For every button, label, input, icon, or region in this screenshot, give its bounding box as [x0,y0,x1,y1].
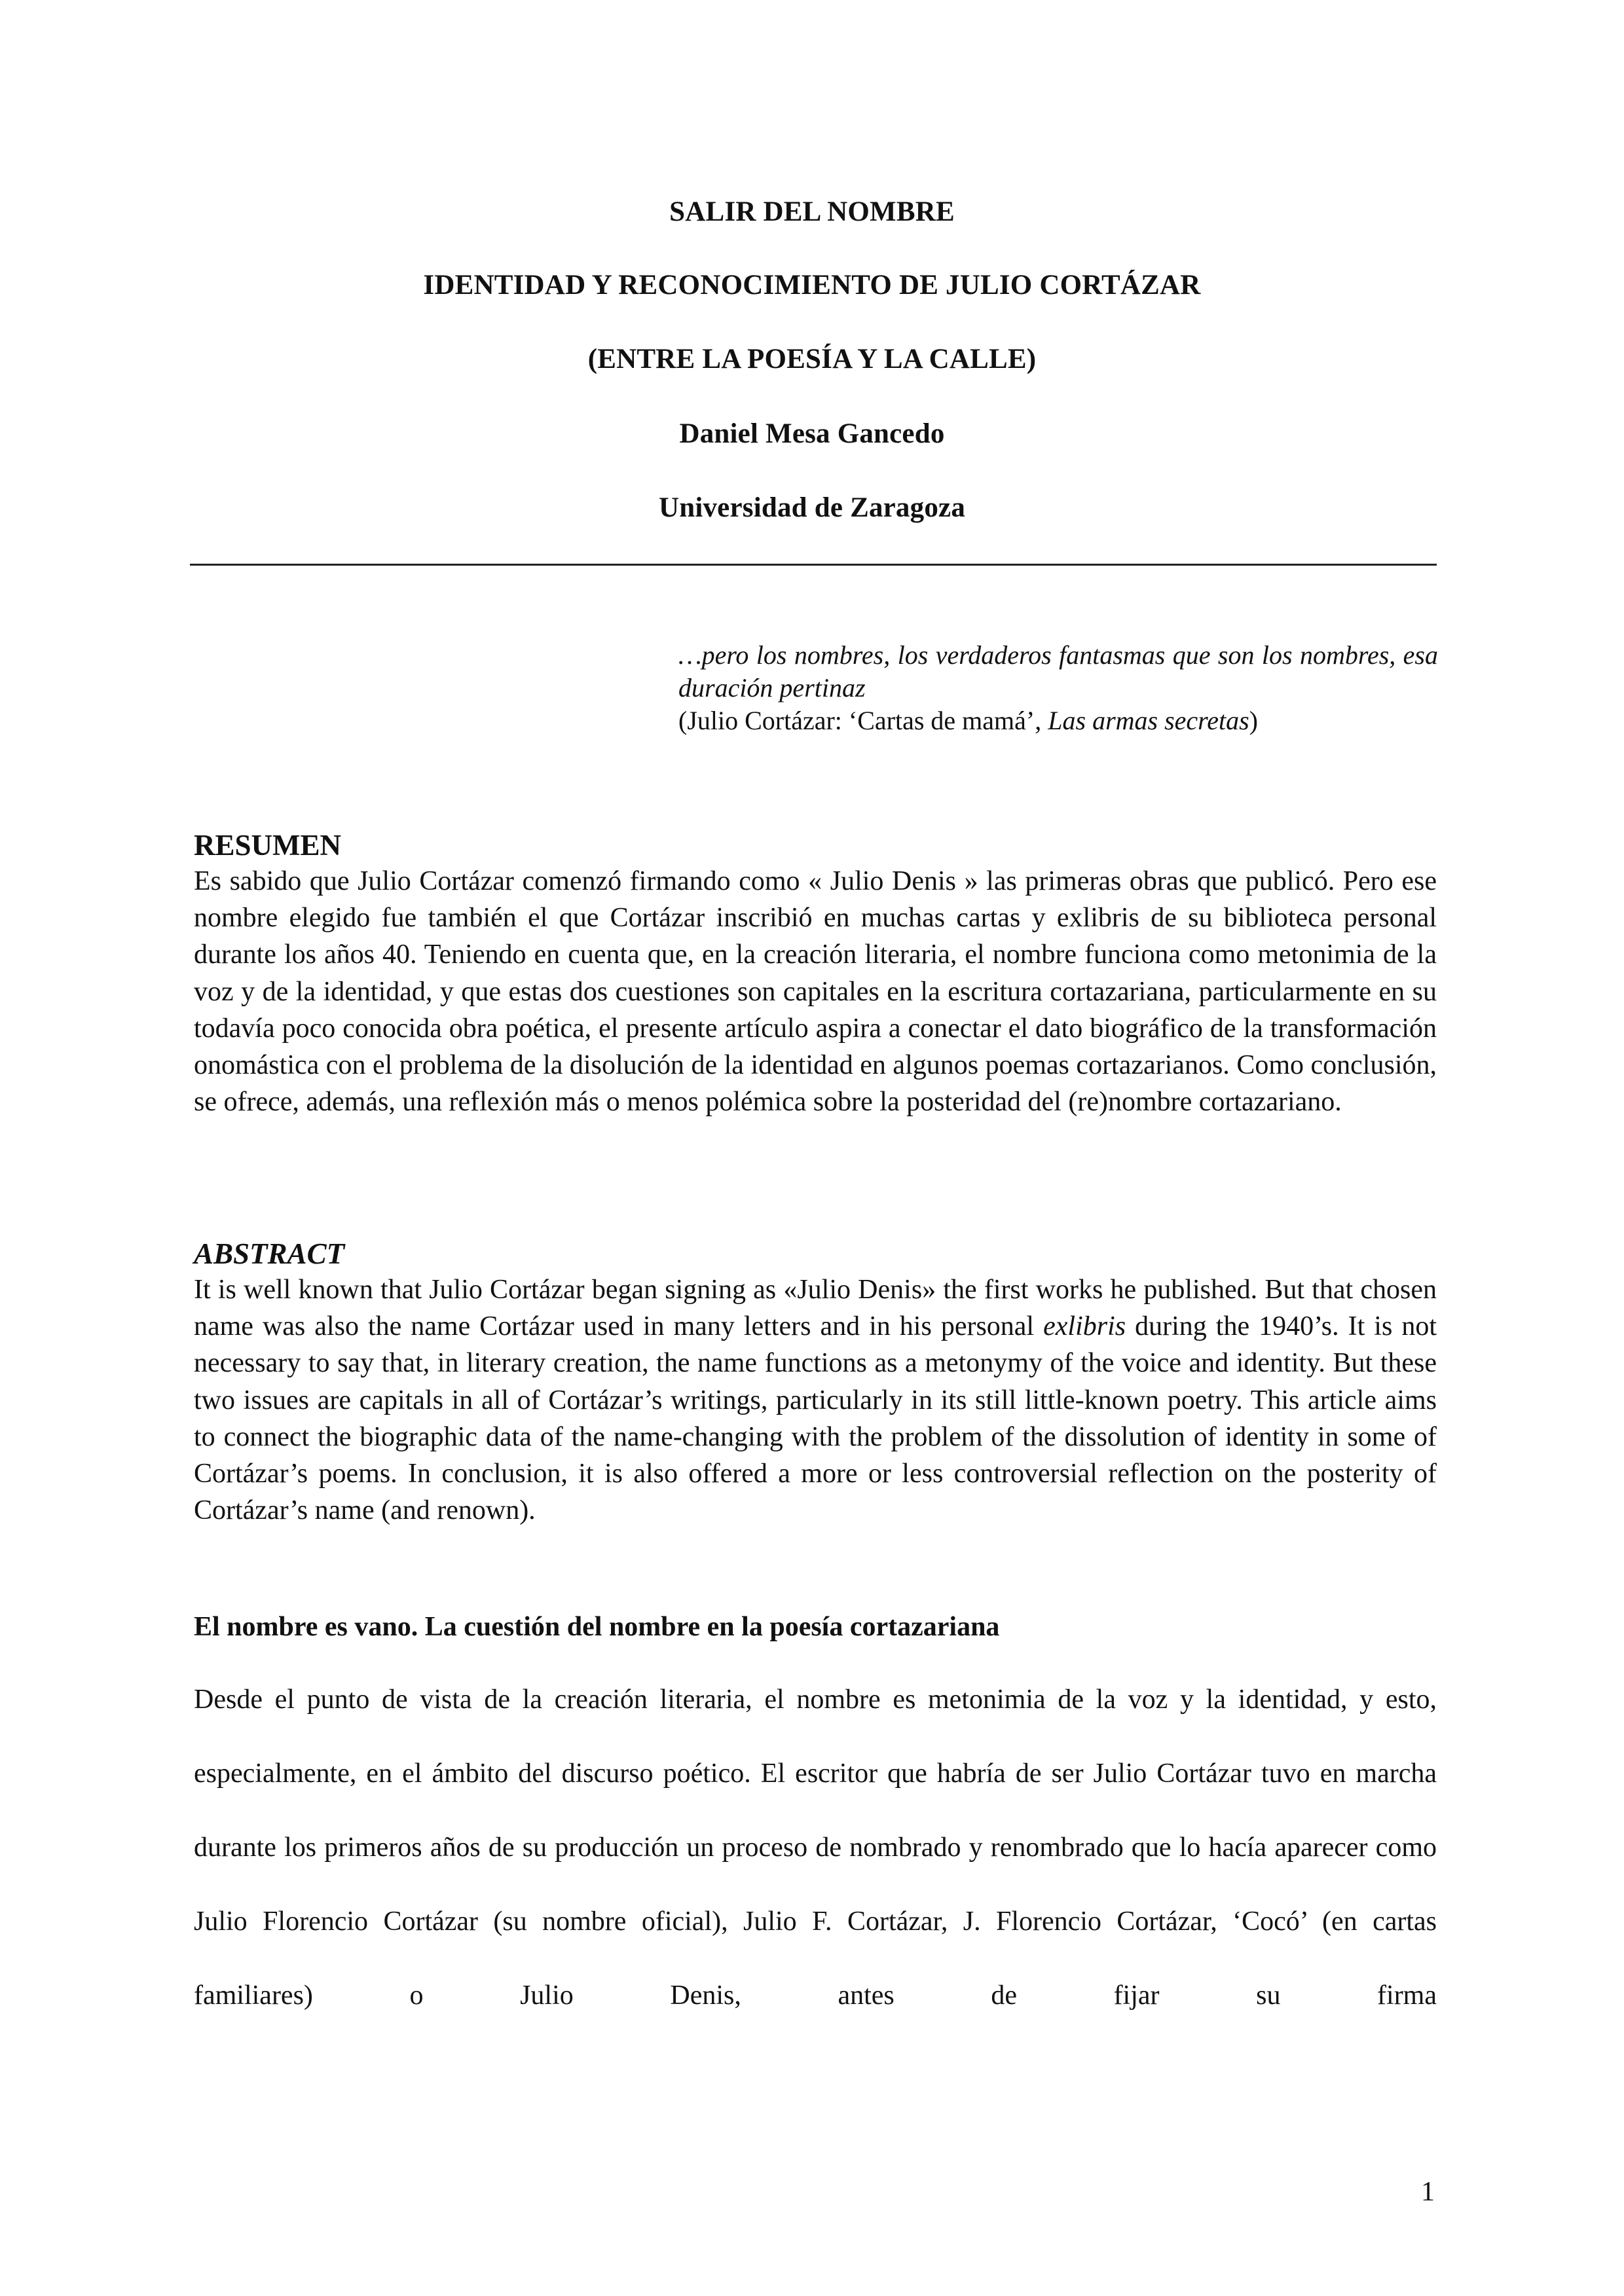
epigraph-quote: …pero los nombres, los verdaderos fantasmas que son los nombres, esa duración pertinaz [678,640,1438,702]
abstract-heading: ABSTRACT [194,1237,345,1270]
resumen-text: Es sabido que Julio Cortázar comenzó firmando como « Julio Denis » las primeras obras que publicó. Pero ese nombre elegido fue también el que Cortázar inscribió en muchas cartas y exlibris de su biblioteca personal durante los años 40. Teniendo en cuenta que, en la creación literaria, el nombre funciona como metonimia de la voz y de la identidad, y que estas dos cuestiones son capitales en la escritura cortazariana, particularmente en su todavía poco conocida obra poética, el presente artículo aspira a conectar el dato biográfico de la transformación onomástica con el problema de la disolución de la identidad en algunos poemas cortazarianos. Como conclusión, se ofrece, además, una reflexión más o menos polémica sobre la posteridad del (re)nombre cortazariano. [194,866,1437,1118]
article-subtitle-2: (ENTRE LA POESÍA Y LA CALLE) [587,344,1037,374]
article-subtitle: IDENTIDAD Y RECONOCIMIENTO DE JULIO CORTÁZAR [423,270,1201,301]
abstract-text-italic: exlibris [1043,1311,1126,1342]
resumen-heading: RESUMEN [194,829,342,862]
author-name: Daniel Mesa Gancedo [679,418,945,449]
abstract-text-part2: during the 1940’s. It is not necessary to say that, in literary creation, the name functions as a metonymy of the voice and identity. But these two issues are capitals in all of Cortázar’s writings, particularly in its still little-known poetry. This article aims to connect the biographic data of the name-changing with the problem of the dissolution of identity in some of Cortázar’s poems. In conclusion, it is also offered a more or less controversial reflection on the posterity of Cortázar’s name (and renown). [194,1311,1437,1526]
abstract-text-part1: It is well known that Julio Cortázar began signing as «Julio Denis» the first works he published. But that chosen name was also the name Cortázar used in many letters and in his personal [194,1275,1437,1342]
epigraph-source-prefix: (Julio Cortázar: ‘Cartas de mamá’, [678,706,1048,735]
author-affiliation: Universidad de Zaragoza [658,492,966,523]
epigraph-source [678,704,1438,737]
article-title: SALIR DEL NOMBRE [669,196,955,227]
header-divider [190,564,1437,566]
section-body-text: Desde el punto de vista de la creación literaria, el nombre es metonimia de la voz y la identidad, y esto, especialmente, en el ámbito del discurso poético. El escritor que habría de ser Julio Cortázar tuvo en marcha durante los primeros años de su producción un proceso de nombrado y renombrado que lo hacía aparecer como Julio Florencio Cortázar (su nombre oficial), Julio F. Cortázar, J. Florencio Cortázar, ‘Cocó’ (en cartas familiares) o Julio Denis, antes de fijar su firma [194,1685,1437,2011]
epigraph-source-title: Las armas secretas [1048,706,1249,735]
epigraph [678,639,1438,737]
section-heading: El nombre es vano. La cuestión del nombre en la poesía cortazariana [194,1612,1000,1642]
abstract-text [194,1271,1437,1529]
page-number: 1 [1421,2177,1435,2207]
epigraph-source-suffix: ) [1249,706,1258,735]
